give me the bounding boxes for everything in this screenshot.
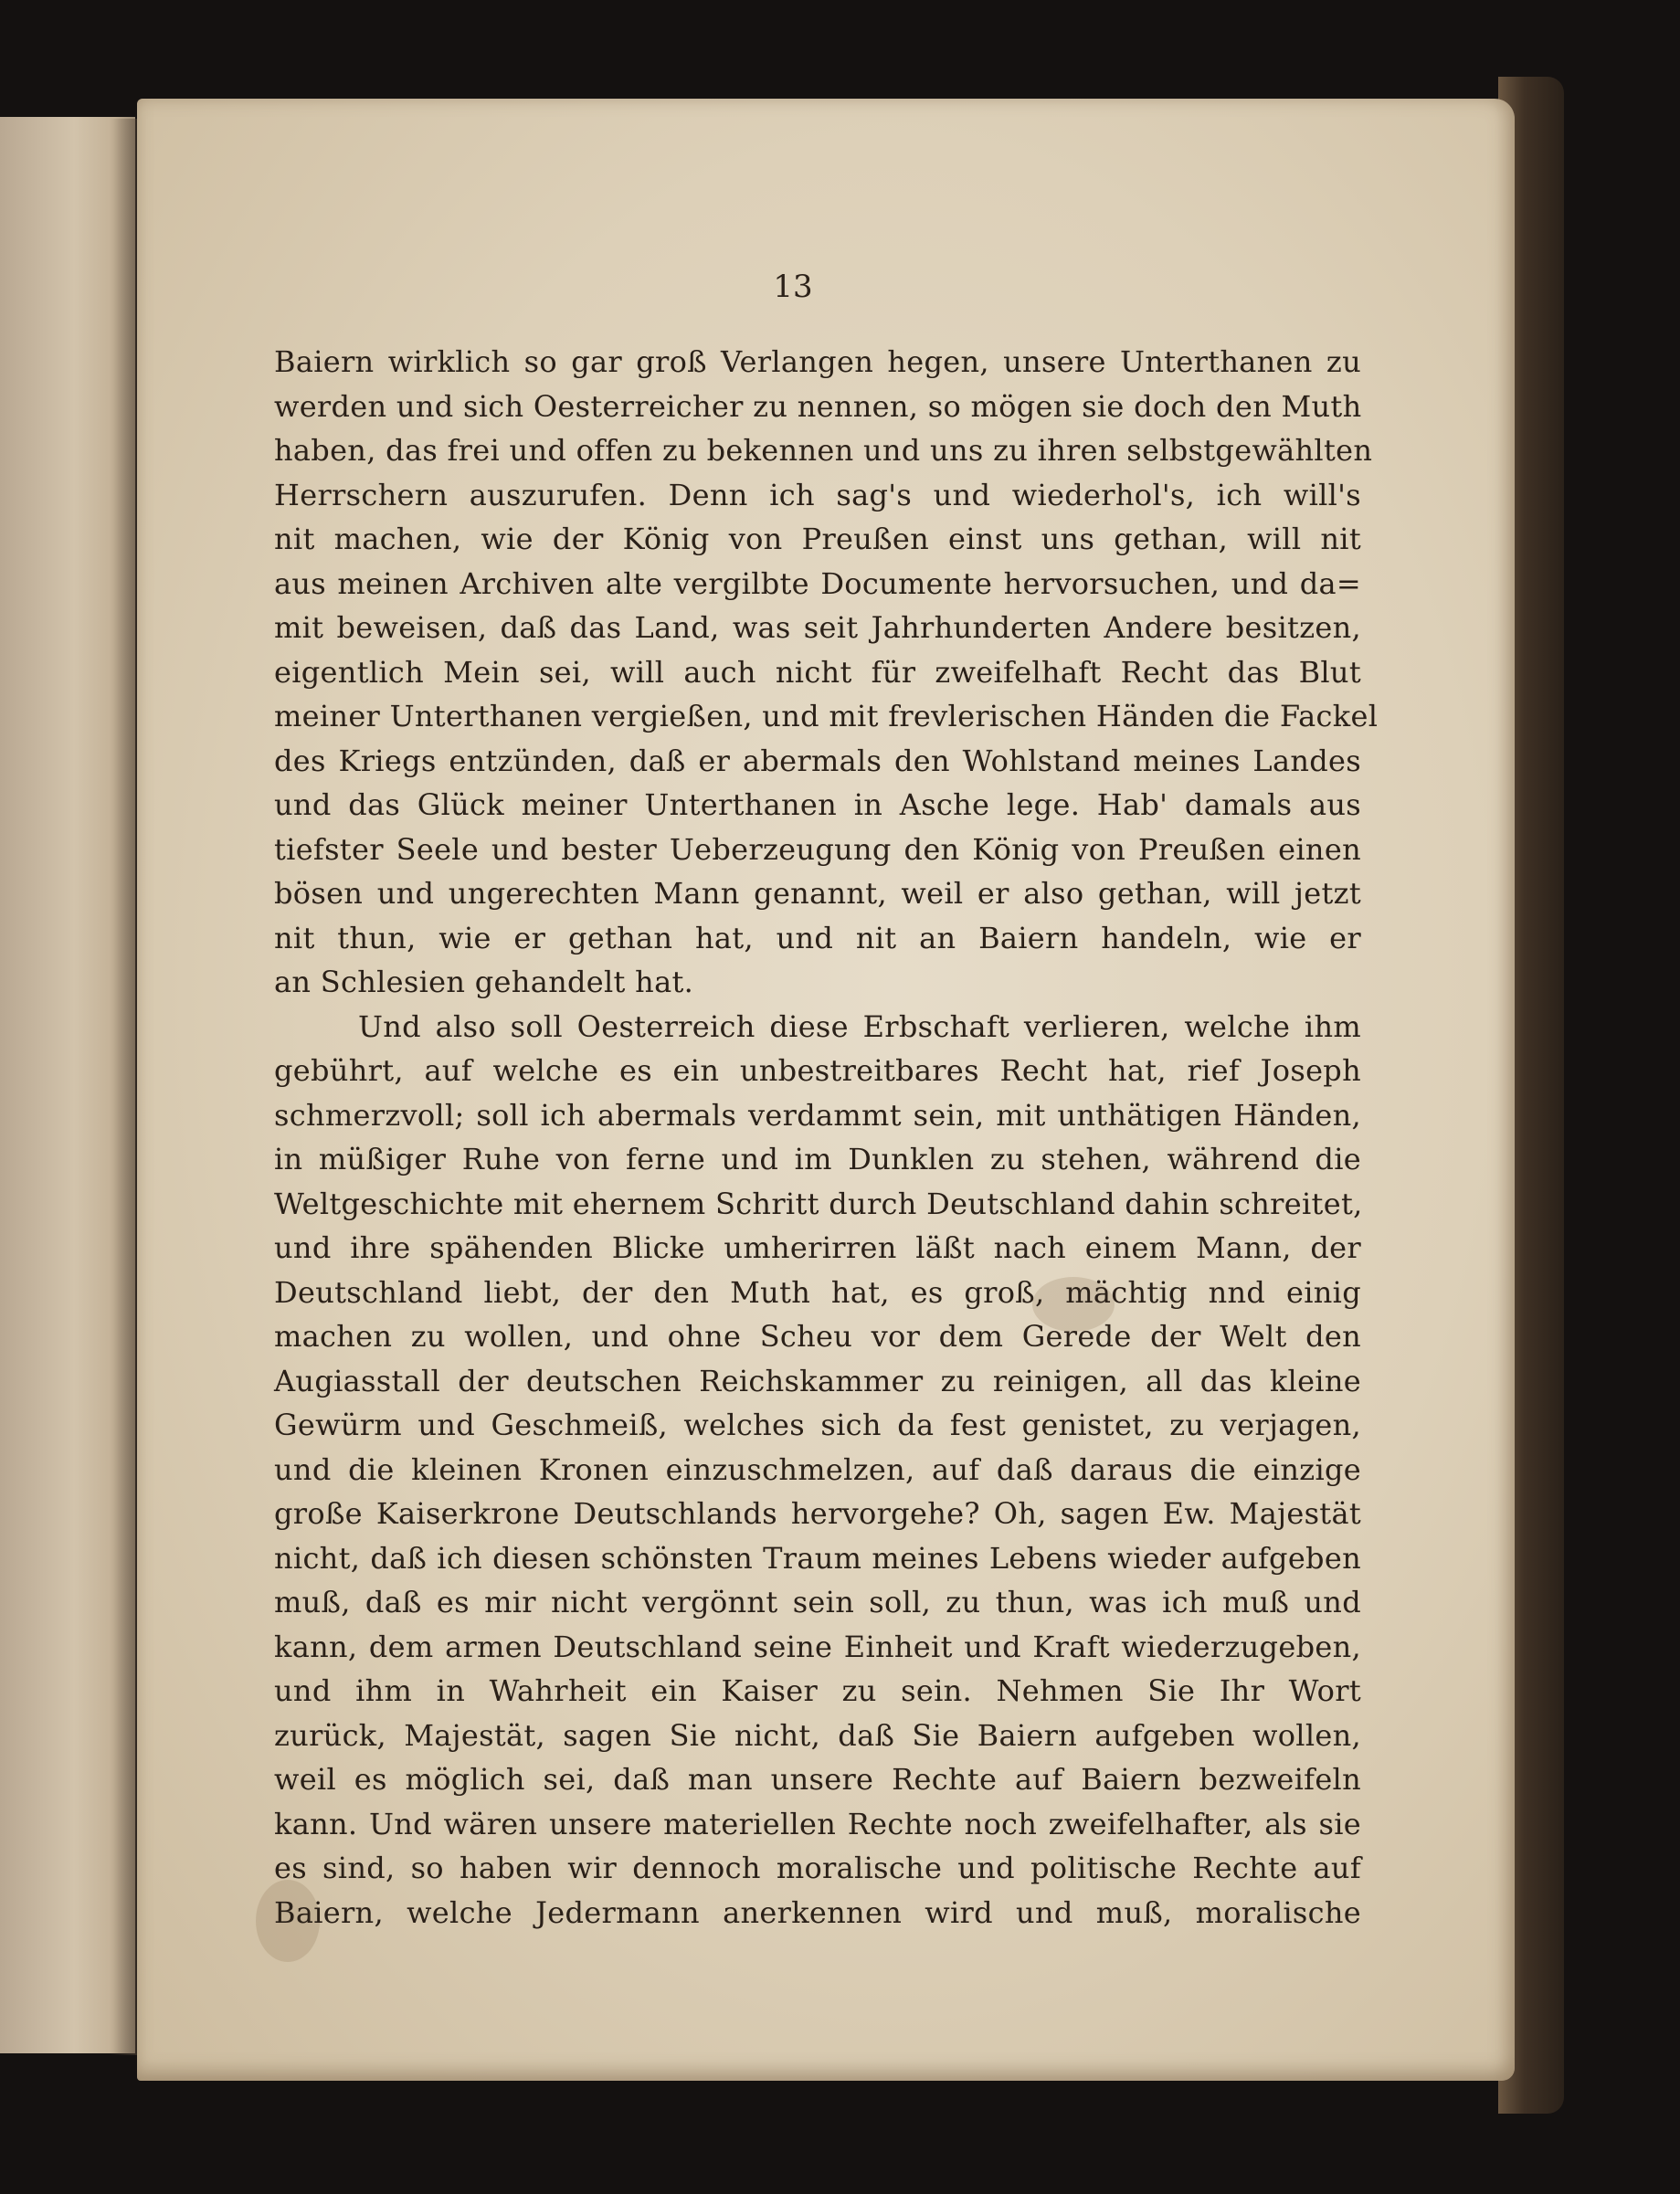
text-line: kann. Und wären unsere materiellen Rechte noch zweifelhafter, als sie [274,1806,1361,1841]
text-line: an Schlesien gehandelt hat. [274,965,694,999]
text-line: muß, daß es mir nicht vergönnt sein soll, zu thun, was ich muß und [274,1585,1361,1619]
text-line: und ihm in Wahrheit ein Kaiser zu sein. Nehmen Sie Ihr Wort [274,1673,1361,1708]
text-line: machen zu wollen, und ohne Scheu vor dem Gerede der Welt den [274,1319,1361,1354]
text-line: Augiasstall der deutschen Reichskammer zu reinigen, all das kleine [274,1363,1361,1398]
text-line: haben, das frei und offen zu bekennen und uns zu ihren selbstgewählten [274,433,1373,468]
text-line: Baiern wirklich so gar groß Verlangen hegen, unsere Unterthanen zu [274,344,1361,379]
text-line: Gewürm und Geschmeiß, welches sich da fest genistet, zu verjagen, [274,1408,1361,1442]
text-line: Weltgeschichte mit ehernem Schritt durch Deutschland dahin schreitet, [274,1186,1363,1221]
text-line: kann, dem armen Deutschland seine Einheit und Kraft wiederzugeben, [274,1629,1361,1664]
text-line: mit beweisen, daß das Land, was seit Jahrhunderten Andere besitzen, [274,610,1361,645]
body-text [274,340,1379,1935]
text-line: eigentlich Mein sei, will auch nicht für zweifelhaft Recht das Blut [274,654,1361,690]
text-line: Herrschern auszurufen. Denn ich sag's und wiederhol's, ich will's [274,477,1361,512]
text-line: nit thun, wie er gethan hat, und nit an Baiern handeln, wie er [274,920,1361,955]
text-line: werden und sich Oesterreicher zu nennen, so mögen sie doch den Muth [274,388,1362,424]
text-line: bösen und ungerechten Mann genannt, weil er also gethan, will jetzt [274,876,1361,911]
text-line: aus meinen Archiven alte vergilbte Documente hervorsuchen, und da= [274,565,1361,601]
text-line: tiefster Seele und bester Ueberzeugung den König von Preußen einen [274,831,1361,867]
text-line: meiner Unterthanen vergießen, und mit frevlerischen Händen die Fackel [274,699,1379,733]
text-line: und ihre spähenden Blicke umherirren läßt nach einem Mann, der [274,1230,1361,1265]
text-line: große Kaiserkrone Deutschlands hervorgehe? Oh, sagen Ew. Majestät [274,1496,1361,1531]
text-line: nit machen, wie der König von Preußen einst uns gethan, will nit [274,522,1361,556]
text-line: nicht, daß ich diesen schönsten Traum meines Lebens wieder aufgeben [274,1540,1361,1576]
text-line: in müßiger Ruhe von ferne und im Dunklen zu stehen, während die [274,1142,1361,1176]
text-line: des Kriegs entzünden, daß er abermals den Wohlstand meines Landes [274,743,1361,778]
text-line: und das Glück meiner Unterthanen in Asche lege. Hab' damals aus [274,787,1361,822]
text-line: gebührt, auf welche es ein unbestreitbares Recht hat, rief Joseph [274,1053,1361,1088]
text-line: zurück, Majestät, sagen Sie nicht, daß Sie Baiern aufgeben wollen, [274,1717,1361,1753]
text-line: schmerzvoll; soll ich abermals verdammt sein, mit unthätigen Händen, [274,1097,1361,1133]
page-number: 13 [773,269,813,305]
text-line: und die kleinen Kronen einzuschmelzen, auf daß daraus die einzige [274,1451,1361,1487]
text-line: weil es möglich sei, daß man unsere Rechte auf Baiern bezweifeln [274,1762,1361,1797]
text-line-paragraph-start: Und also soll Oesterreich diese Erbschaft verlieren, welche ihm [358,1008,1361,1044]
text-line: es sind, so haben wir dennoch moralische und politische Rechte auf [274,1851,1361,1885]
text-line: Deutschland liebt, der den Muth hat, es groß, mächtig nnd einig [274,1274,1361,1310]
text-line: Baiern, welche Jedermann anerkennen wird und muß, moralische [274,1894,1361,1930]
